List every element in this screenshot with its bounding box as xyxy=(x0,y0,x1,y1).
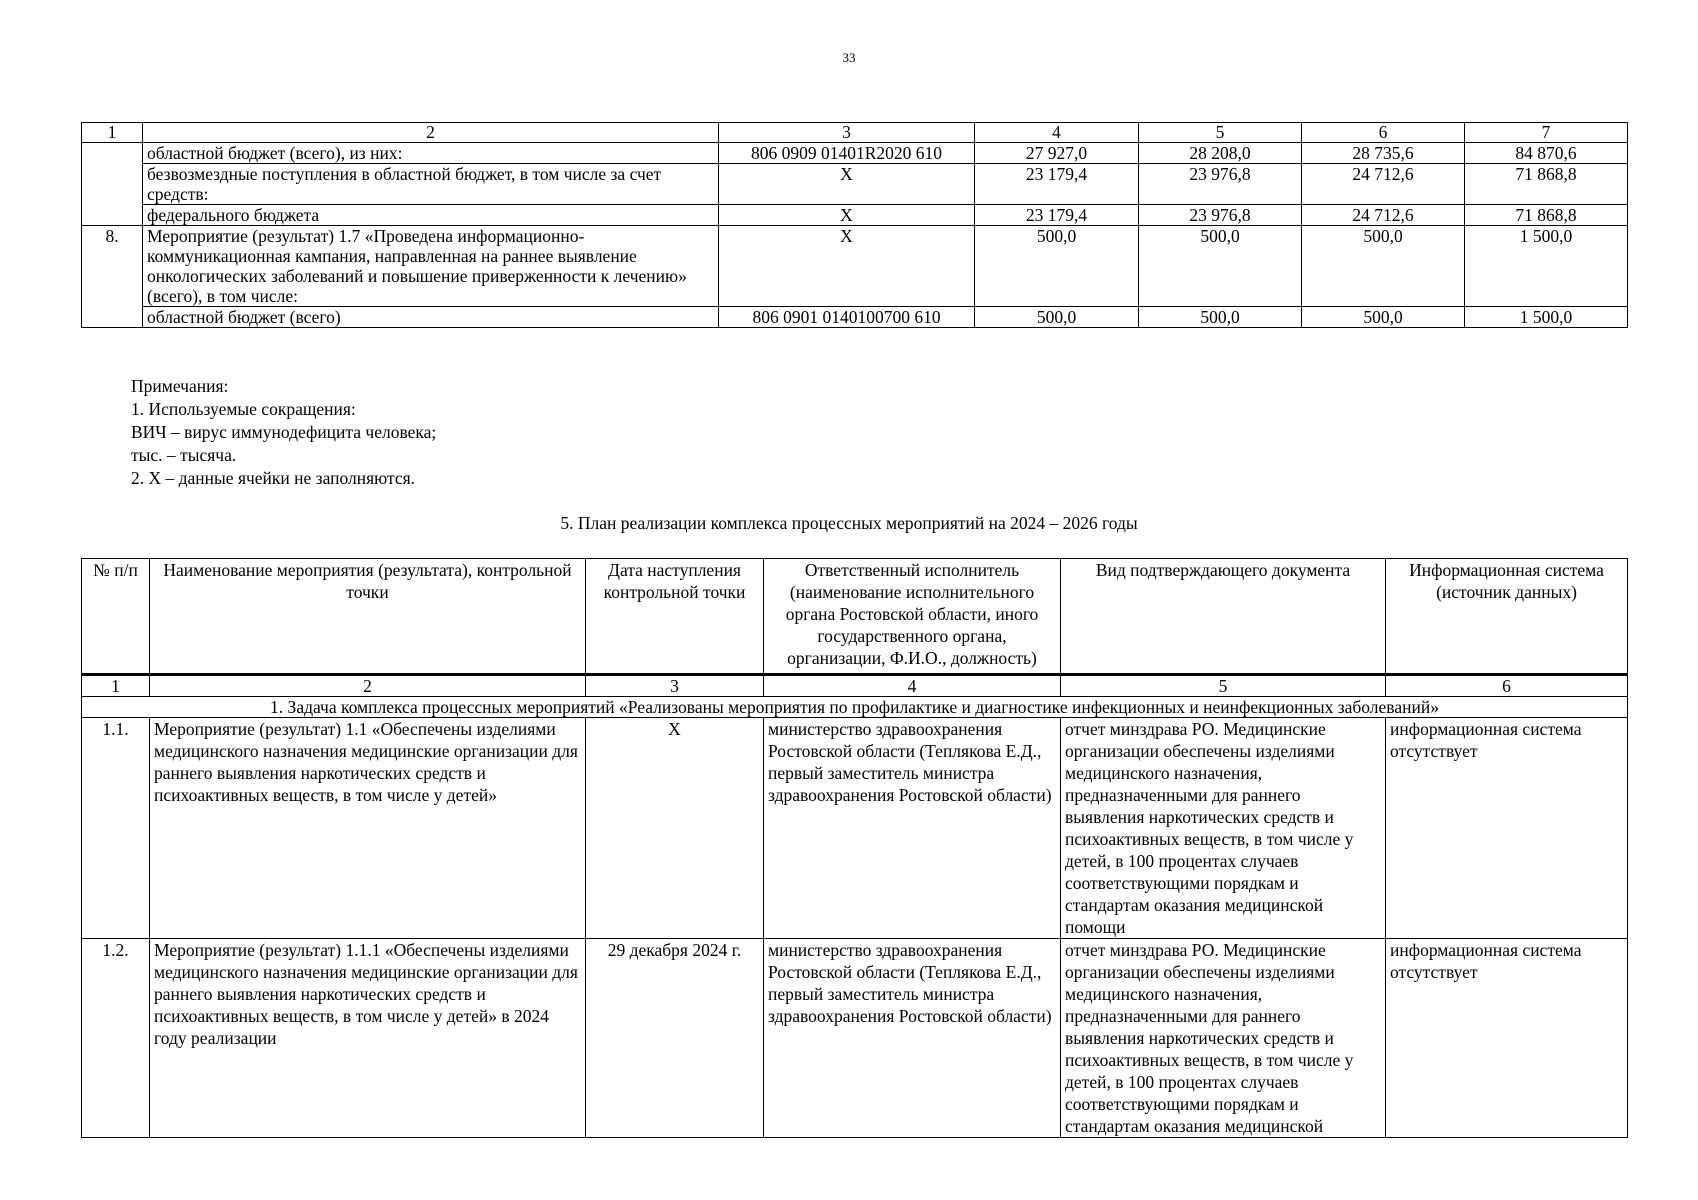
budget-header-cell: 3 xyxy=(719,123,975,143)
budget-row-total: 84 870,6 xyxy=(1465,143,1628,164)
budget-row-2026: 24 712,6 xyxy=(1302,164,1465,205)
plan-row-num: 1.1. xyxy=(82,718,150,939)
header-system: Информационная система (источник данных) xyxy=(1386,559,1628,675)
budget-row-total: 71 868,8 xyxy=(1465,205,1628,226)
column-number: 3 xyxy=(586,675,764,697)
budget-row xyxy=(82,307,1628,328)
budget-row-num xyxy=(82,143,143,164)
budget-header-cell: 2 xyxy=(143,123,719,143)
budget-row-total: 1 500,0 xyxy=(1465,226,1628,307)
plan-row-num: 1.2. xyxy=(82,939,150,1138)
budget-header-cell: 1 xyxy=(82,123,143,143)
plan-row-responsible: министерство здравоохранения Ростовской области (Теплякова Е.Д., первый заместитель министра здравоохранения Ростовской области) xyxy=(764,718,1061,939)
plan-table xyxy=(81,558,1628,1138)
budget-header-row xyxy=(82,123,1628,143)
notes xyxy=(131,375,436,490)
column-number: 4 xyxy=(764,675,1061,697)
column-number: 1 xyxy=(82,675,150,697)
budget-header-cell: 6 xyxy=(1302,123,1465,143)
budget-row-2025: 500,0 xyxy=(1139,226,1302,307)
budget-row-num: 8. xyxy=(82,226,143,307)
column-number: 5 xyxy=(1061,675,1386,697)
plan-row-document: отчет минздрава РО. Медицинские организации обеспечены изделиями медицинского назначения, предназначенными для раннего выявления наркотических средств и психоактивных веществ, в том числе у детей, в 100 процентах случаев соответствующими порядкам и стандартам оказания медицинской xyxy=(1061,939,1386,1138)
budget-row-name: областной бюджет (всего), из них: xyxy=(143,143,719,164)
plan-row-document: отчет минздрава РО. Медицинские организации обеспечены изделиями медицинского назначения, предназначенными для раннего выявления наркотических средств и психоактивных веществ, в том числе у детей, в 100 процентах случаев соответствующими порядкам и стандартам оказания медицинской помощи xyxy=(1061,718,1386,939)
column-number-row xyxy=(82,675,1628,697)
header-document: Вид подтверждающего документа xyxy=(1061,559,1386,675)
plan-row xyxy=(82,718,1628,939)
budget-row-2026: 500,0 xyxy=(1302,226,1465,307)
budget-header-cell: 7 xyxy=(1465,123,1628,143)
budget-row-2024: 500,0 xyxy=(975,226,1139,307)
header-name: Наименование мероприятия (результата), контрольной точки xyxy=(150,559,586,675)
budget-row xyxy=(82,205,1628,226)
page-number: 33 xyxy=(842,50,856,65)
budget-row-2026: 28 735,6 xyxy=(1302,143,1465,164)
task-title: 1. Задача комплекса процессных мероприятий «Реализованы мероприятия по профилактике и диагностике инфекционных и неинфекционных заболеваний» xyxy=(82,697,1628,718)
plan-row xyxy=(82,939,1628,1138)
budget-row-2025: 500,0 xyxy=(1139,307,1302,328)
note-line: 1. Используемые сокращения: xyxy=(131,399,356,419)
budget-row-2024: 23 179,4 xyxy=(975,205,1139,226)
budget-row-name: безвозмездные поступления в областной бюджет, в том числе за счет средств: xyxy=(143,164,719,205)
budget-row-2024: 500,0 xyxy=(975,307,1139,328)
budget-row-2024: 27 927,0 xyxy=(975,143,1139,164)
budget-row-code: X xyxy=(719,205,975,226)
budget-header-cell: 4 xyxy=(975,123,1139,143)
plan-row-responsible: министерство здравоохранения Ростовской области (Теплякова Е.Д., первый заместитель министра здравоохранения Ростовской области) xyxy=(764,939,1061,1138)
budget-header-cell: 5 xyxy=(1139,123,1302,143)
budget-row-num xyxy=(82,307,143,328)
plan-row-date: X xyxy=(586,718,764,939)
budget-row xyxy=(82,226,1628,307)
plan-row-name: Мероприятие (результат) 1.1 «Обеспечены изделиями медицинского назначения медицинские организации для раннего выявления наркотических средств и психоактивных веществ, в том числе у детей» xyxy=(150,718,586,939)
budget-row-name: областной бюджет (всего) xyxy=(143,307,719,328)
budget-row xyxy=(82,143,1628,164)
plan-row-date: 29 декабря 2024 г. xyxy=(586,939,764,1138)
budget-row-code: X xyxy=(719,226,975,307)
budget-row-num xyxy=(82,205,143,226)
budget-row-2026: 24 712,6 xyxy=(1302,205,1465,226)
budget-row-2024: 23 179,4 xyxy=(975,164,1139,205)
note-line: ВИЧ – вирус иммунодефицита человека; xyxy=(131,422,437,442)
budget-row xyxy=(82,164,1628,205)
section-title: 5. План реализации комплекса процессных мероприятий на 2024 – 2026 годы xyxy=(560,513,1138,533)
header-responsible: Ответственный исполнитель (наименование исполнительного органа Ростовской области, иного государственного органа, организации, Ф.И.О., должность) xyxy=(764,559,1061,675)
budget-row-name: Мероприятие (результат) 1.7 «Проведена информационно-коммуникационная кампания, направленная на раннее выявление онкологических заболеваний и повышение приверженности к лечению» (всего), в том числе: xyxy=(143,226,719,307)
plan-row-system: информационная система отсутствует xyxy=(1386,718,1628,939)
notes-title: Примечания: xyxy=(131,376,229,396)
budget-row-2025: 23 976,8 xyxy=(1139,164,1302,205)
header-num: № п/п xyxy=(82,559,150,675)
budget-row-code: X xyxy=(719,164,975,205)
column-number: 6 xyxy=(1386,675,1628,697)
note-line: тыс. – тысяча. xyxy=(131,445,237,465)
budget-row-total: 71 868,8 xyxy=(1465,164,1628,205)
plan-row-system: информационная система отсутствует xyxy=(1386,939,1628,1138)
budget-row-total: 1 500,0 xyxy=(1465,307,1628,328)
header-date: Дата наступления контрольной точки xyxy=(586,559,764,675)
note-line: 2. X – данные ячейки не заполняются. xyxy=(131,468,416,488)
task-row xyxy=(82,697,1628,718)
column-number: 2 xyxy=(150,675,586,697)
budget-row-name: федерального бюджета xyxy=(143,205,719,226)
budget-row-2026: 500,0 xyxy=(1302,307,1465,328)
budget-row-num xyxy=(82,164,143,205)
plan-row-name: Мероприятие (результат) 1.1.1 «Обеспечены изделиями медицинского назначения медицинские организации для раннего выявления наркотических средств и психоактивных веществ, в том числе у детей» в 2024 году реализации xyxy=(150,939,586,1138)
plan-header-row xyxy=(82,559,1628,675)
budget-row-2025: 28 208,0 xyxy=(1139,143,1302,164)
budget-row-code: 806 0909 01401R2020 610 xyxy=(719,143,975,164)
budget-row-code: 806 0901 0140100700 610 xyxy=(719,307,975,328)
budget-table xyxy=(81,122,1628,328)
budget-row-2025: 23 976,8 xyxy=(1139,205,1302,226)
